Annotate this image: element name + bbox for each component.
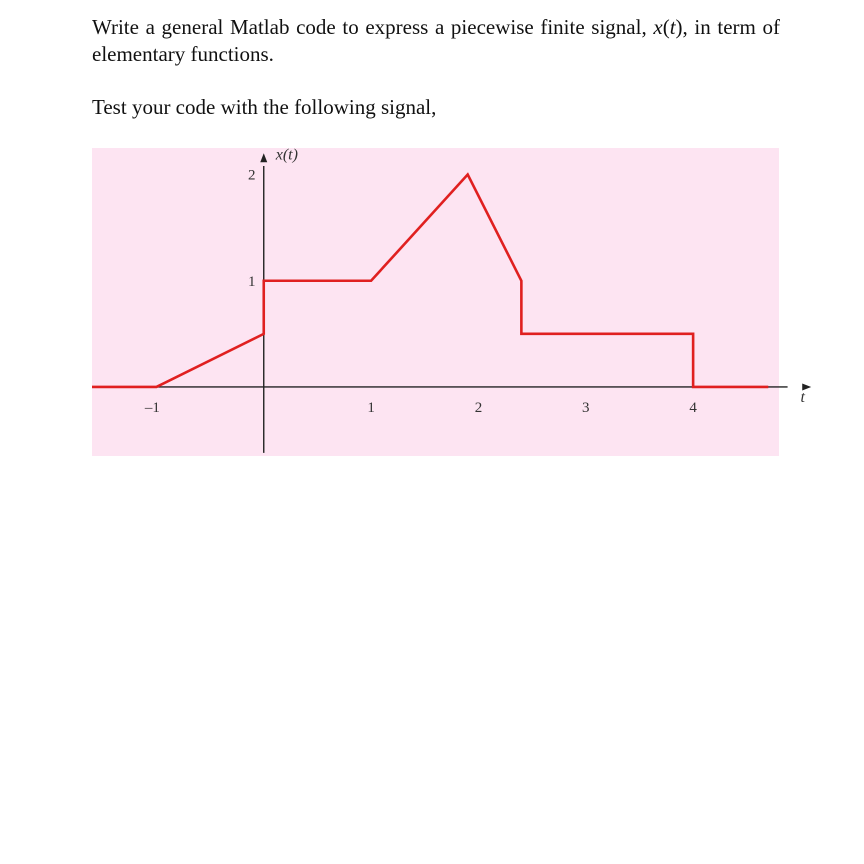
x-tick-label: 1 bbox=[367, 399, 375, 416]
problem-statement bbox=[92, 14, 780, 121]
y-tick-label: 1 bbox=[248, 273, 256, 290]
x-tick-label: 3 bbox=[582, 399, 590, 416]
x-tick-label: 4 bbox=[689, 399, 697, 416]
signal-variable: t bbox=[669, 15, 676, 39]
plot-background bbox=[92, 148, 779, 456]
signal-name: x bbox=[653, 15, 663, 39]
y-tick-label: 2 bbox=[248, 167, 256, 184]
x-tick-label: 2 bbox=[474, 399, 483, 416]
test-instruction: Test your code with the following signal, bbox=[92, 95, 437, 119]
signal-open-paren: ( bbox=[662, 15, 670, 39]
problem-text-intro: Write a general Matlab code to express a piecewise finite signal, bbox=[92, 15, 654, 39]
y-axis-label: x(t) bbox=[275, 146, 298, 164]
signal-close-paren: ) bbox=[675, 15, 683, 39]
x-axis-label: t bbox=[800, 388, 805, 406]
x-tick-label: –1 bbox=[144, 399, 160, 416]
problem-text-rest: , in term of elementary functions. bbox=[92, 15, 781, 66]
problem-text bbox=[92, 14, 780, 68]
signal-figure bbox=[92, 146, 805, 456]
signal-plot bbox=[92, 146, 805, 456]
